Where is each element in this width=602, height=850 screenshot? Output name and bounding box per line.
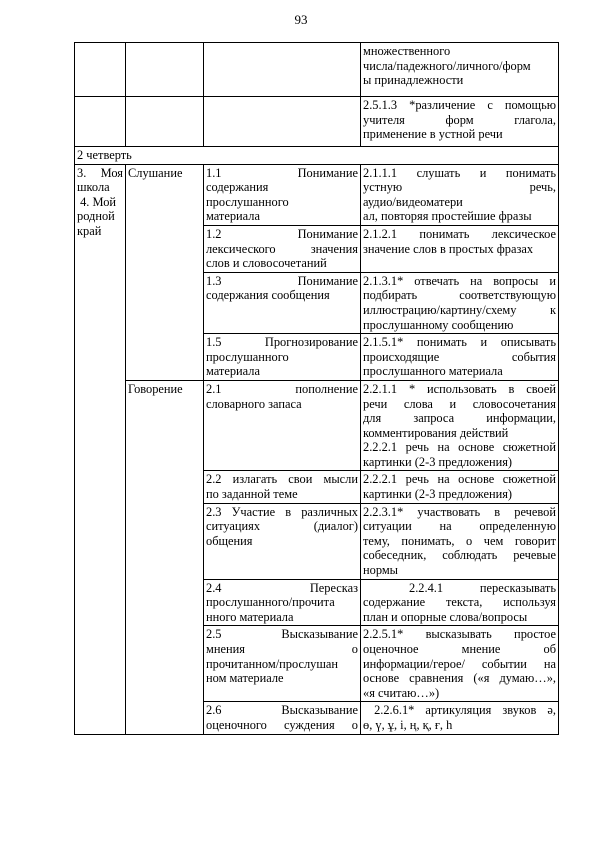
objective-line: оценочное мнение об <box>363 642 556 656</box>
subskill-line: 2.3 Участие в различных <box>206 504 358 519</box>
objective-cell <box>361 225 559 272</box>
objective-line: информации/герое/ событии на <box>363 656 556 671</box>
subskill-line: 2.6 Высказывание <box>206 703 358 718</box>
objective-line: картинки (2-3 предложения) <box>363 454 513 469</box>
subskill-line: прослушанного <box>206 349 289 364</box>
objective-line: ө, ү, ұ, і, ң, қ, ғ, h <box>363 717 453 732</box>
objective-line: множественного <box>363 44 451 58</box>
subskill-line: общения <box>206 533 253 548</box>
subskill-line: материала <box>206 209 260 224</box>
subskill-line: лексического значения <box>206 241 358 256</box>
subskill-line: 2.1 пополнение <box>206 381 358 396</box>
table-row <box>75 97 559 147</box>
objective-line: 2.5.1.3 *различение с помощью <box>363 98 556 112</box>
objective-line: содержание текста, используя <box>363 595 556 610</box>
objective-line: происходящие события <box>363 349 556 364</box>
objective-line: ал, повторяя простейшие фразы <box>363 209 532 224</box>
theme-cell-empty <box>75 43 126 97</box>
objective-line: ситуации на определенную <box>363 519 556 534</box>
subskill-cell <box>204 471 361 503</box>
skill-speaking: Говорение <box>126 380 204 734</box>
subskill-line: мнения о <box>206 642 358 656</box>
theme-line: школа <box>77 180 110 195</box>
subskill-line: 2.5 Высказывание <box>206 627 358 642</box>
subskill-line: по заданной теме <box>206 487 298 502</box>
subskill-cell <box>204 579 361 626</box>
objective-line: «я считаю…») <box>363 685 440 700</box>
theme-line: 4. Мой <box>77 194 117 209</box>
theme-cell-empty <box>75 97 126 147</box>
objective-line: картинки (2-3 предложения) <box>363 487 513 502</box>
objective-line: речи слова и словосочетания <box>363 396 556 411</box>
objective-line: собеседник, соблюдать речевые <box>363 548 556 563</box>
table-row <box>75 164 559 225</box>
subskill-line: ном материале <box>206 671 284 686</box>
subskill-cell <box>204 164 361 225</box>
subskill-line: прослушанного/прочита <box>206 595 335 610</box>
objective-line: для запроса информации, <box>363 411 556 426</box>
objective-line: 2.1.2.1 понимать лексическое <box>363 226 556 241</box>
subskill-line: нного материала <box>206 609 294 624</box>
skill-cell-empty <box>126 43 204 97</box>
page-number: 93 <box>294 12 308 27</box>
subskill-line: прослушанного <box>206 194 289 209</box>
subskill-cell-empty <box>204 43 361 97</box>
skill-cell-empty <box>126 97 204 147</box>
subskill-line: словарного запаса <box>206 396 302 411</box>
objective-cell <box>361 97 559 147</box>
objective-line: план и опорные слова/вопросы <box>363 609 528 624</box>
objective-line: основе сравнения («я думаю…», <box>363 671 556 686</box>
subskill-line: содержания сообщения <box>206 288 330 303</box>
theme-cell <box>75 164 126 734</box>
subskill-line: слов и словосочетаний <box>206 256 327 271</box>
subskill-line: оценочного суждения о <box>206 717 358 732</box>
subskill-cell <box>204 272 361 333</box>
table-row <box>75 43 559 97</box>
quarter-label: 2 четверть <box>75 147 559 165</box>
objective-line: ы принадлежности <box>363 73 464 88</box>
objective-line: 2.2.3.1* участвовать в речевой <box>363 504 556 519</box>
objective-line: тему, понимать, о чем говорит <box>363 533 556 548</box>
objective-line: нормы <box>363 563 398 578</box>
objective-line: 2.1.1.1 слушать и понимать <box>363 165 556 180</box>
subskill-cell <box>204 626 361 702</box>
objective-line: иллюстрацию/картину/схему к <box>363 302 556 317</box>
subskill-line: материала <box>206 364 260 379</box>
subskill-line: ситуациях (диалог) <box>206 519 358 534</box>
objective-line: 2.1.5.1* понимать и описывать <box>363 335 556 350</box>
objective-cell <box>361 702 559 734</box>
objective-line: подбирать соответствующую <box>363 288 556 303</box>
subskill-cell <box>204 702 361 734</box>
subskill-cell <box>204 380 361 471</box>
objective-line: 2.2.5.1* высказывать простое <box>363 627 556 642</box>
objective-cell <box>361 626 559 702</box>
objective-cell <box>361 579 559 626</box>
objective-cell <box>361 164 559 225</box>
table-row <box>75 380 559 471</box>
subskill-cell <box>204 503 361 579</box>
objective-line: прослушанному сообщению <box>363 317 514 332</box>
quarter-row <box>75 147 559 165</box>
objective-line: применение в устной речи <box>363 127 503 142</box>
theme-line: 3. Моя <box>77 165 123 180</box>
objective-line: 2.2.1.1 * использовать в своей <box>363 381 556 396</box>
objective-cell <box>361 380 559 471</box>
subskill-line: 1.1 Понимание <box>206 165 358 180</box>
objective-line: комментирования действий <box>363 425 509 440</box>
subskill-cell <box>204 334 361 381</box>
subskill-line: 2.2 излагать свои мысли <box>206 472 358 487</box>
objective-line: 2.2.2.1 речь на основе сюжетной <box>363 440 556 455</box>
objective-line: устную речь, <box>363 180 556 195</box>
objective-cell <box>361 471 559 503</box>
objective-line: значение слов в простых фразах <box>363 241 534 256</box>
skill-listening: Слушание <box>126 164 204 380</box>
objective-cell <box>361 43 559 97</box>
subskill-cell-empty <box>204 97 361 147</box>
objective-line: прослушанного материала <box>363 364 503 379</box>
theme-line: край <box>77 223 102 238</box>
theme-line: родной <box>77 209 115 224</box>
objective-line: 2.1.3.1* отвечать на вопросы и <box>363 273 556 288</box>
subskill-line: содержания <box>206 180 269 195</box>
subskill-line: 1.3 Понимание <box>206 273 358 288</box>
objective-cell <box>361 272 559 333</box>
objective-line: числа/падежного/личного/форм <box>363 58 531 73</box>
subskill-cell <box>204 225 361 272</box>
curriculum-table <box>74 42 559 735</box>
objective-line: 2.2.2.1 речь на основе сюжетной <box>363 472 556 487</box>
objective-cell <box>361 334 559 381</box>
subskill-line: 2.4 Пересказ <box>206 580 358 595</box>
objective-line: 2.2.4.1 пересказывать <box>409 580 556 595</box>
objective-line: аудио/видеоматери <box>363 194 463 209</box>
objective-cell <box>361 503 559 579</box>
objective-line: учителя форм глагола, <box>363 112 556 127</box>
subskill-line: 1.5 Прогнозирование <box>206 335 358 350</box>
objective-line: 2.2.6.1* артикуляция звуков ә, <box>363 703 556 718</box>
subskill-line: прочитанном/прослушан <box>206 656 339 671</box>
subskill-line: 1.2 Понимание <box>206 226 358 241</box>
